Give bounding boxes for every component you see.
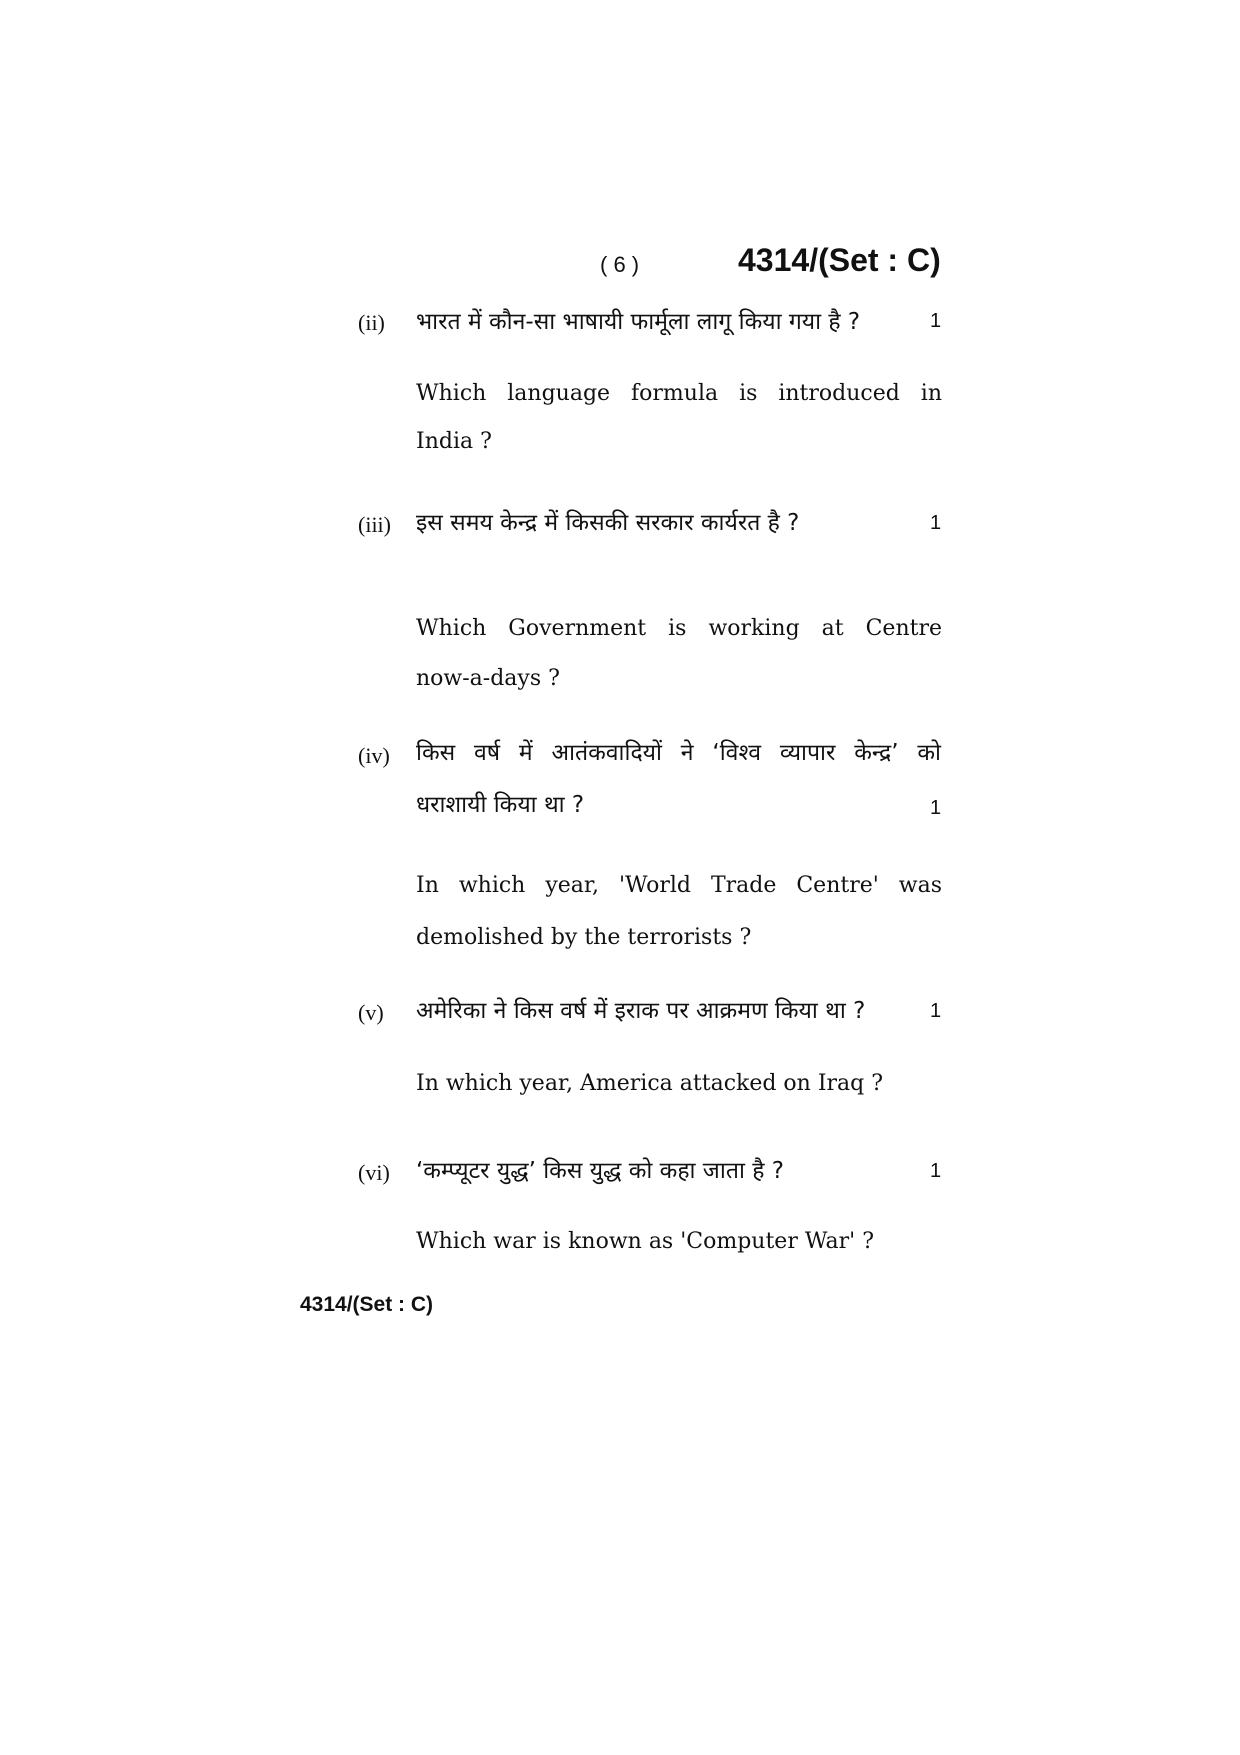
question-english-line: India ? (416, 429, 492, 454)
question-hindi-line: ‘कम्प्यूटर युद्ध’ किस युद्ध को कहा जाता है ? (416, 1158, 784, 1184)
question-english-line: now-a-days ? (416, 666, 560, 691)
question-marks: 1 (930, 512, 942, 534)
question-english-line: demolished by the terrorists ? (416, 925, 752, 950)
question-marks: 1 (930, 797, 942, 819)
question-english (416, 860, 942, 964)
question-hindi (416, 1145, 941, 1197)
question-hindi (416, 497, 941, 549)
question-english-line: Which language formula is introduced in (416, 381, 942, 406)
page-number: ( 6 ) (600, 252, 640, 277)
question-english (416, 604, 942, 704)
question-english-line: In which year, America attacked on Iraq ? (416, 1071, 884, 1096)
question-hindi-line: धराशायी किया था ? (416, 792, 585, 818)
question-english (416, 1060, 942, 1108)
question-marks: 1 (930, 1000, 942, 1022)
question-number: (iv) (358, 743, 390, 768)
question-english (416, 370, 942, 466)
set-code-header: 4314/(Set : C) (738, 242, 941, 278)
set-code-footer: 4314/(Set : C) (300, 1293, 434, 1316)
question-hindi-line: इस समय केन्द्र में किसकी सरकार कार्यरत है ? (416, 510, 800, 536)
question-hindi-line: किस वर्ष में आतंकवादियों ने ‘विश्व व्यापार केन्द्र’ को (416, 740, 941, 766)
question-hindi (416, 985, 941, 1037)
question-english (416, 1218, 942, 1266)
question-english-line: In which year, 'World Trade Centre' was (416, 873, 942, 898)
question-number: (ii) (358, 310, 385, 335)
question-marks: 1 (930, 1160, 942, 1182)
question-english-line: Which Government is working at Centre (416, 616, 942, 641)
question-hindi (416, 296, 941, 348)
question-english-line: Which war is known as 'Computer War' ? (416, 1229, 874, 1254)
question-marks: 1 (930, 310, 942, 332)
question-hindi-line: अमेरिका ने किस वर्ष में इराक पर आक्रमण किया था ? (416, 998, 866, 1024)
question-number: (v) (358, 1000, 384, 1025)
question-hindi-line: भारत में कौन-सा भाषायी फार्मूला लागू किया गया है ? (416, 309, 861, 335)
question-hindi (416, 727, 941, 831)
question-number: (iii) (358, 512, 391, 537)
question-number: (vi) (358, 1160, 390, 1185)
